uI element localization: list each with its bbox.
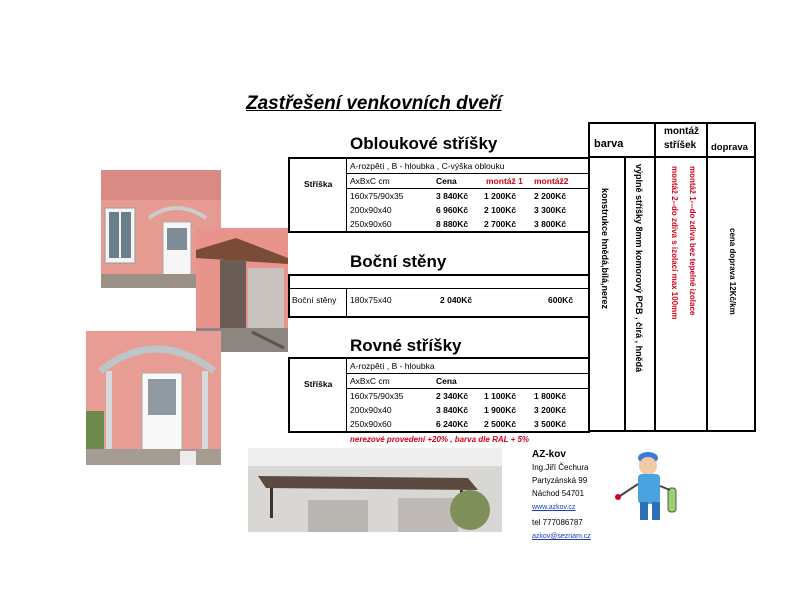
flat-heading: Rovné stříšky [350, 336, 462, 355]
barva-column-2: výplně stříšky 8mm komorový PCB , čirá , hnědá [624, 156, 656, 432]
arched-heading: Obloukové stříšky [350, 134, 498, 153]
side-montaz: 600Kč [548, 295, 574, 305]
contact-street: Partyzánská 99 [532, 476, 588, 485]
side-price: 2 040Kč [440, 295, 473, 305]
table-row: 250x90x60 6 240Kč 2 500Kč 3 500Kč [350, 419, 567, 429]
flat-note: nerezové provedení +20% , barva dle RAL + 5% [350, 435, 530, 444]
arched-table: Stříška A-rozpětí , B - hloubka , C-výška oblouku AxBxC cm Cena montáž 1 montáž2 160x75/90x35 3 840Kč 1 200Kč 2 200Kč 200x90x40 6 960Kč 2 100Kč 3 300Kč 250x90x60 8 880Kč 2 700Kč 3 800Kč [288, 157, 590, 233]
photo-flat-canopy [248, 448, 502, 532]
website-link[interactable]: www.azkov.cz [532, 504, 576, 511]
flat-label-cell: Stříška [290, 359, 347, 431]
photo-arched-canopy-2 [86, 331, 221, 465]
email-link[interactable]: azkov@seznam.cz [532, 533, 591, 540]
table-row: 160x75/90x35 2 340Kč 1 100Kč 1 800Kč [350, 391, 567, 401]
montaz-header: montáž stříšek [654, 122, 708, 158]
barva-header: barva [588, 122, 656, 158]
contact-phone: tel 777086787 [532, 518, 583, 527]
contact-name: Ing.Jiří Čechura [532, 463, 589, 472]
barva-column-1: konstrukce hnědá,bílá,nerez [588, 156, 626, 432]
montaz-column: montáž 1---do zdiva bez tepelné izolace montáž 2--do zdiva s izolací max 100mm [654, 156, 708, 432]
flat-table: Stříška A-rozpětí , B - hloubka AxBxC cm Cena 160x75/90x35 2 340Kč 1 100Kč 1 800Kč 200x90x40 3 840Kč 1 900Kč 3 200Kč 250x90x60 6 240Kč 2 500Kč 3 500Kč [288, 357, 590, 433]
side-label: Boční stěny [292, 295, 337, 305]
arched-rows [346, 189, 588, 231]
doprava-header: doprava [706, 122, 756, 158]
side-heading: Boční stěny [350, 252, 447, 271]
table-row: 200x90x40 6 960Kč 2 100Kč 3 300Kč [350, 205, 567, 215]
arched-label-cell: Stříška [290, 159, 347, 231]
doprava-column: cena doprava 12Kč/km [706, 156, 756, 432]
side-table [288, 274, 590, 318]
table-row: 200x90x40 3 840Kč 1 900Kč 3 200Kč [350, 405, 567, 415]
company-name: AZ-kov [532, 449, 566, 460]
side-dims: 180x75x40 [350, 295, 392, 305]
table-row: 250x90x60 8 880Kč 2 700Kč 3 800Kč [350, 219, 567, 229]
contact-city: Náchod 54701 [532, 489, 585, 498]
worker-cartoon-image [612, 444, 692, 524]
page-title: Zastřešení venkovních dveří [246, 93, 502, 114]
flat-rows [346, 389, 588, 431]
table-row: 160x75/90x35 3 840Kč 1 200Kč 2 200Kč [350, 191, 567, 201]
